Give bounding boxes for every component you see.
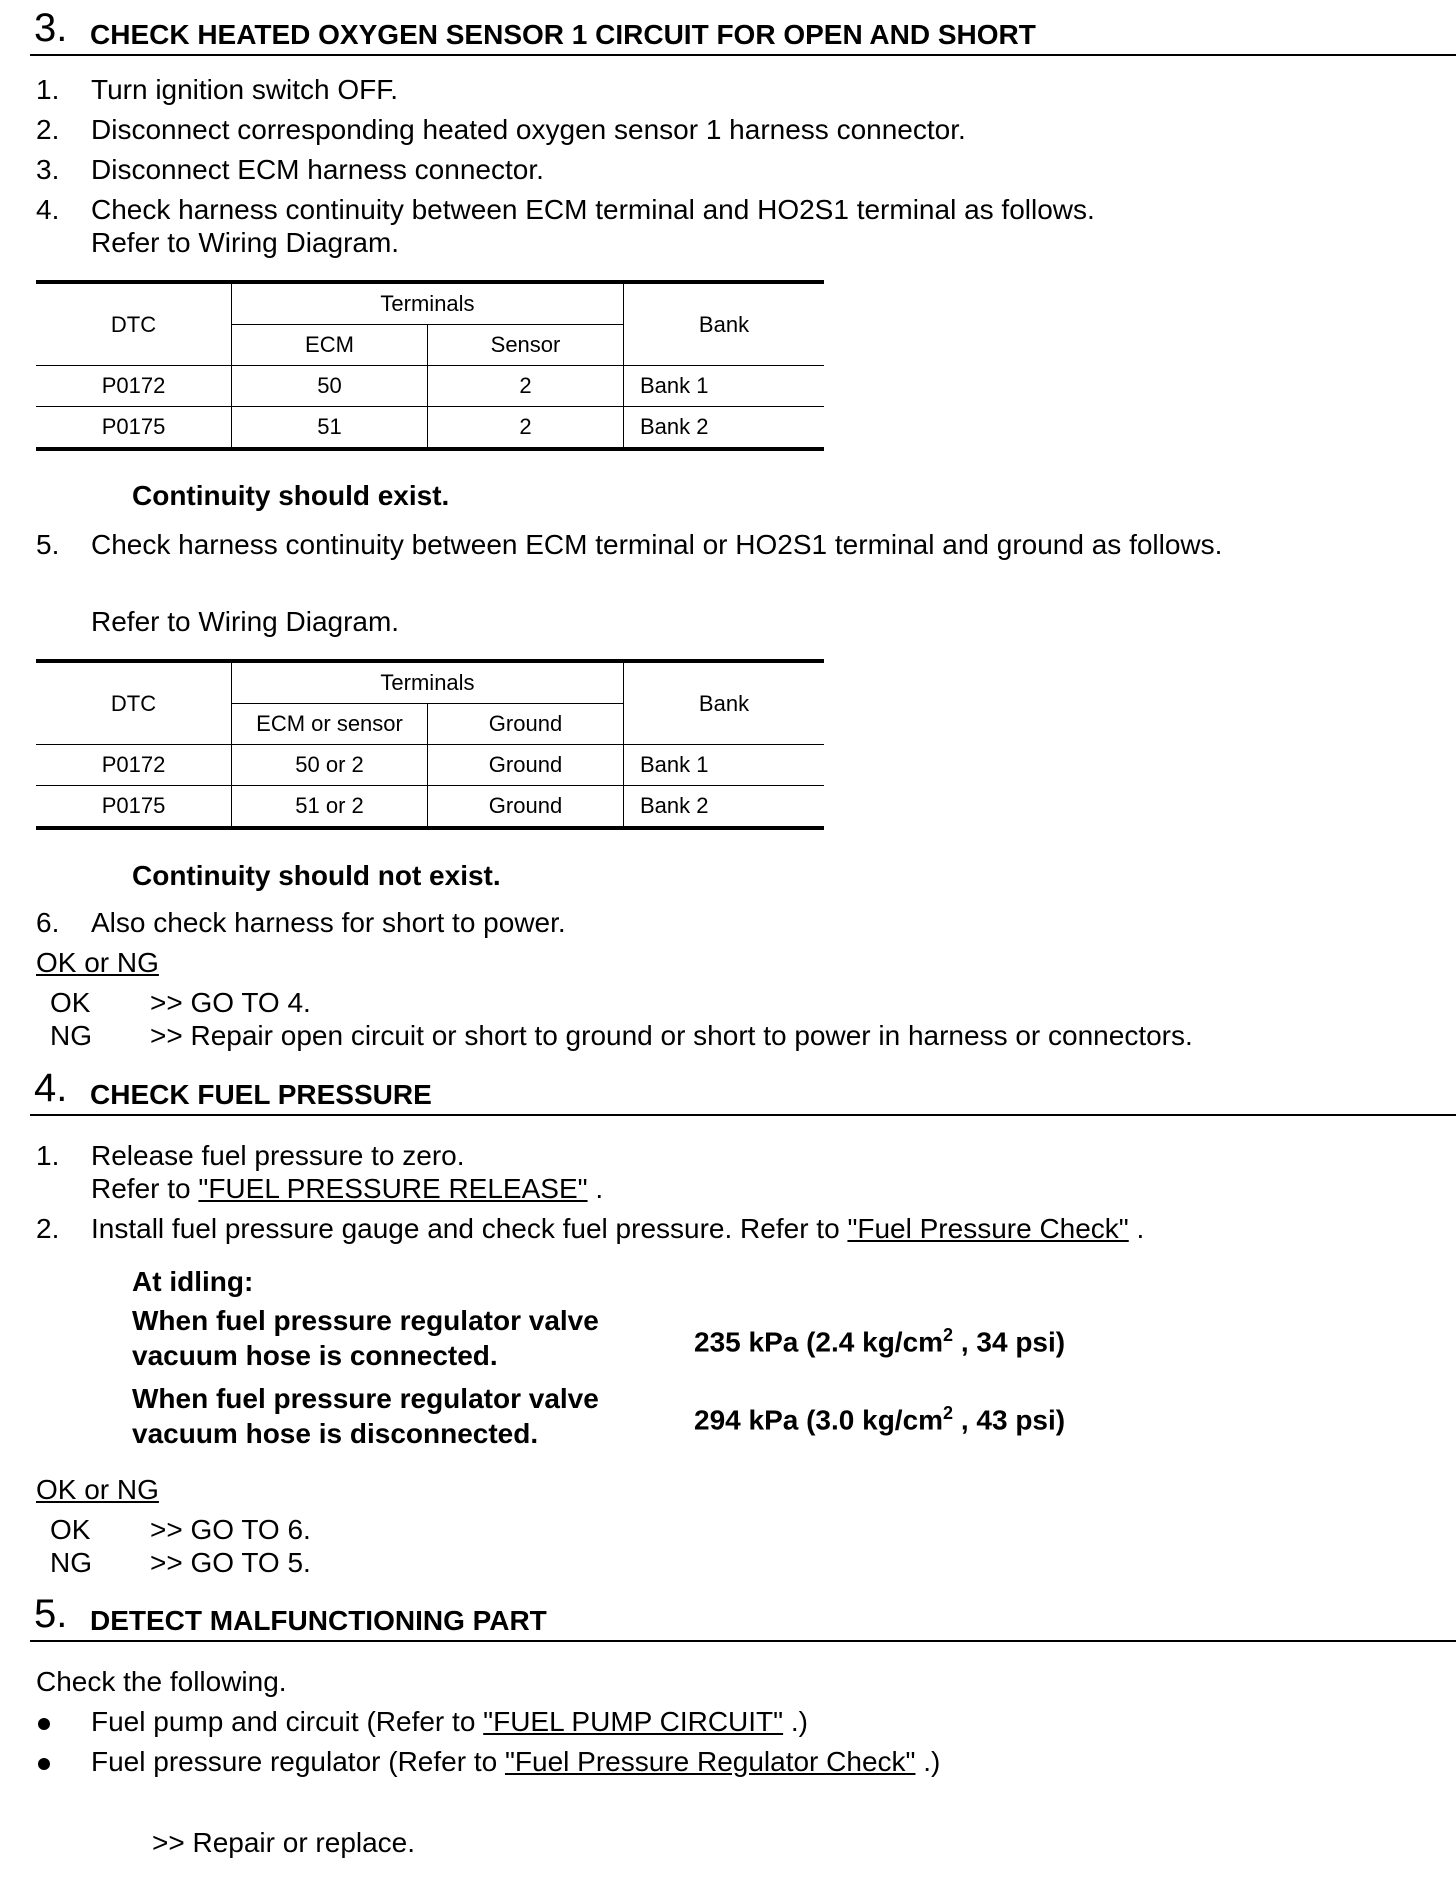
cell-ecm-or-sensor: 51 or 2 bbox=[232, 786, 428, 829]
section-number: 5. bbox=[34, 1592, 68, 1636]
check-intro: Check the following. bbox=[36, 1666, 287, 1697]
decision-key: NG bbox=[50, 1547, 92, 1578]
col-header-terminals: Terminals bbox=[232, 661, 624, 704]
spec-condition-line: vacuum hose is disconnected. bbox=[132, 1418, 539, 1449]
cell-dtc: P0175 bbox=[36, 786, 232, 829]
step-text: Disconnect corresponding heated oxygen sensor 1 harness connector. bbox=[91, 114, 966, 145]
subheader-ecm: ECM bbox=[232, 325, 428, 366]
step-text: Disconnect ECM harness connector. bbox=[91, 154, 544, 185]
wiring-diagram-ref: Refer to Wiring Diagram. bbox=[91, 606, 400, 637]
bullet-icon bbox=[38, 1758, 50, 1770]
fuel-pressure-check-link[interactable]: "Fuel Pressure Check" bbox=[847, 1213, 1129, 1244]
cell-dtc: P0175 bbox=[36, 407, 232, 450]
table-row bbox=[36, 407, 824, 450]
decision-key: OK bbox=[50, 987, 91, 1018]
col-header-terminals: Terminals bbox=[232, 282, 624, 325]
step-number: 1. bbox=[36, 1140, 60, 1171]
spec-condition-2 bbox=[132, 1381, 599, 1451]
continuity-table-1 bbox=[36, 280, 824, 451]
step-text bbox=[91, 1213, 1144, 1245]
step-number: 2. bbox=[36, 114, 60, 145]
subheader-ecm-or-sensor: ECM or sensor bbox=[232, 704, 428, 745]
spec-condition-1 bbox=[132, 1303, 599, 1373]
continuity-requirement: Continuity should exist. bbox=[132, 480, 450, 511]
decision-key: NG bbox=[50, 1020, 92, 1051]
decision-text: >> GO TO 6. bbox=[150, 1514, 311, 1545]
step-number: 5. bbox=[36, 529, 60, 560]
step-text: Also check harness for short to power. bbox=[91, 907, 566, 938]
step-text: Check harness continuity between ECM terminal or HO2S1 terminal and ground as follows. bbox=[91, 529, 1223, 560]
ref-prefix: Refer to bbox=[91, 1173, 191, 1204]
section-number: 4. bbox=[34, 1066, 68, 1110]
cell-bank: Bank 1 bbox=[624, 366, 825, 407]
spec-condition-line: vacuum hose is connected. bbox=[132, 1340, 498, 1371]
cell-ecm-or-sensor: 50 or 2 bbox=[232, 745, 428, 786]
decision-text: >> Repair open circuit or short to ground or short to power in harness or connectors. bbox=[150, 1020, 1193, 1051]
bullet-icon bbox=[38, 1718, 50, 1730]
ok-ng-label: OK or NG bbox=[36, 947, 159, 978]
list-item-text bbox=[91, 1706, 808, 1738]
spec-value-text: , 34 psi) bbox=[953, 1326, 1066, 1358]
fuel-pressure-regulator-check-link[interactable]: "Fuel Pressure Regulator Check" bbox=[504, 1746, 916, 1777]
spec-value-superscript: 2 bbox=[943, 1403, 954, 1423]
subheader-ground: Ground bbox=[428, 704, 624, 745]
spec-value-superscript: 2 bbox=[943, 1325, 954, 1345]
fuel-pressure-release-link[interactable]: "FUEL PRESSURE RELEASE" bbox=[198, 1173, 588, 1204]
fuel-pressure-release-ref bbox=[91, 1173, 603, 1205]
spec-value-1 bbox=[694, 1318, 1065, 1359]
wiring-diagram-ref: Refer to Wiring Diagram. bbox=[91, 227, 400, 258]
cell-bank: Bank 1 bbox=[624, 745, 825, 786]
at-idling-label: At idling: bbox=[132, 1266, 254, 1297]
list-item-prefix: Fuel pressure regulator (Refer to bbox=[91, 1746, 498, 1777]
list-item-suffix: .) bbox=[783, 1706, 808, 1737]
col-header-dtc: DTC bbox=[110, 311, 157, 337]
table-row bbox=[36, 745, 824, 786]
section-4-header bbox=[30, 1068, 1456, 1116]
cell-sensor: 2 bbox=[428, 366, 624, 407]
list-item-text bbox=[91, 1746, 940, 1778]
step-number: 1. bbox=[36, 74, 60, 105]
cell-ecm: 50 bbox=[232, 366, 428, 407]
section-title: CHECK FUEL PRESSURE bbox=[90, 1079, 432, 1110]
fuel-pump-circuit-link[interactable]: "FUEL PUMP CIRCUIT" bbox=[483, 1706, 784, 1737]
table-row bbox=[36, 786, 824, 829]
cell-sensor: 2 bbox=[428, 407, 624, 450]
section-title: CHECK HEATED OXYGEN SENSOR 1 CIRCUIT FOR OPEN AND SHORT bbox=[90, 19, 1036, 50]
cell-dtc: P0172 bbox=[36, 745, 232, 786]
spec-condition-line: When fuel pressure regulator valve bbox=[132, 1383, 599, 1414]
decision-text: >> GO TO 5. bbox=[150, 1547, 311, 1578]
continuity-requirement: Continuity should not exist. bbox=[132, 860, 501, 891]
list-item-suffix: .) bbox=[915, 1746, 941, 1777]
col-header-bank: Bank bbox=[624, 282, 825, 366]
decision-text: >> GO TO 4. bbox=[150, 987, 311, 1018]
subheader-sensor: Sensor bbox=[428, 325, 624, 366]
continuity-table-2 bbox=[36, 659, 824, 830]
list-item-prefix: Fuel pump and circuit (Refer to bbox=[91, 1706, 476, 1737]
cell-ground: Ground bbox=[428, 745, 624, 786]
ref-suffix: . bbox=[1136, 1213, 1145, 1244]
spec-value-2 bbox=[694, 1396, 1065, 1437]
section-3-header bbox=[30, 8, 1456, 56]
step-text: Release fuel pressure to zero. bbox=[91, 1140, 465, 1171]
ref-suffix: . bbox=[595, 1173, 604, 1204]
ok-ng-label: OK or NG bbox=[36, 1474, 159, 1505]
step-number: 3. bbox=[36, 154, 60, 185]
col-header-dtc: DTC bbox=[110, 690, 157, 716]
repair-action: >> Repair or replace. bbox=[152, 1827, 416, 1858]
spec-value-text: 235 kPa (2.4 kg/cm bbox=[694, 1326, 944, 1358]
spec-condition-line: When fuel pressure regulator valve bbox=[132, 1305, 599, 1336]
section-number: 3. bbox=[34, 6, 68, 50]
step-text: Turn ignition switch OFF. bbox=[91, 74, 399, 105]
cell-bank: Bank 2 bbox=[624, 786, 825, 829]
spec-value-text: 294 kPa (3.0 kg/cm bbox=[694, 1404, 944, 1436]
step-number: 4. bbox=[36, 194, 60, 225]
section-5-header bbox=[30, 1594, 1456, 1642]
cell-ecm: 51 bbox=[232, 407, 428, 450]
decision-key: OK bbox=[50, 1514, 91, 1545]
section-title: DETECT MALFUNCTIONING PART bbox=[90, 1605, 547, 1636]
spec-value-text: , 43 psi) bbox=[953, 1404, 1066, 1436]
step-text: Check harness continuity between ECM terminal and HO2S1 terminal as follows. bbox=[91, 194, 1095, 225]
col-header-bank: Bank bbox=[624, 661, 825, 745]
step-number: 6. bbox=[36, 907, 60, 938]
step-number: 2. bbox=[36, 1213, 60, 1244]
table-row bbox=[36, 366, 824, 407]
cell-dtc: P0172 bbox=[36, 366, 232, 407]
cell-bank: Bank 2 bbox=[624, 407, 825, 450]
cell-ground: Ground bbox=[428, 786, 624, 829]
step-text-main: Install fuel pressure gauge and check fuel pressure. Refer to bbox=[91, 1213, 840, 1244]
